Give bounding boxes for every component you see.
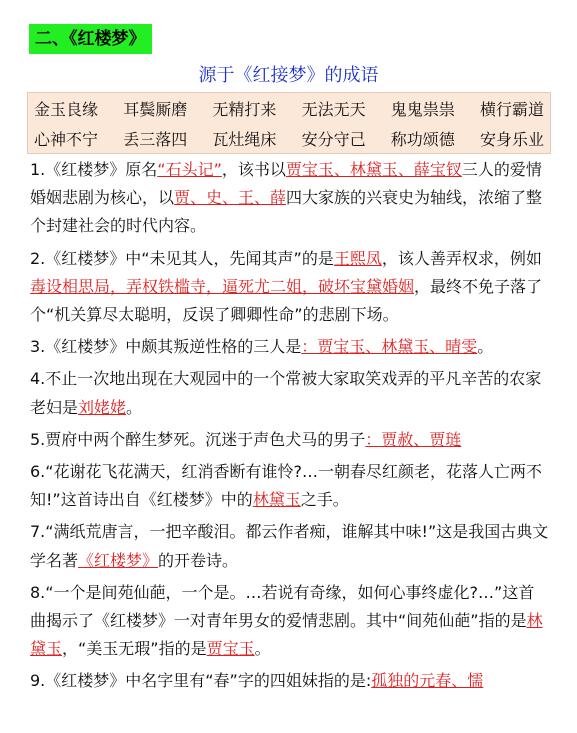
question-text: 6.“花谢花飞花满天，红消香断有谁怜?…一朝春尽红颜老，花落人亡两不知!”这首诗出自《红楼梦》中的 [30, 462, 543, 510]
idiom-row [28, 123, 550, 153]
question-text: 4.不止一次地出现在大观园中的一个常被大家取笑戏弄的平凡辛苦的农家老妇是 [30, 369, 542, 417]
question-text: ，该书以 [221, 160, 286, 179]
question-text: 2.《红楼梦》中“未见其人，先闻其声”的是 [30, 248, 334, 268]
answer-text: 毒设相思局，弄权铁槛寺，逼死尤二姐，破坏宝黛婚姻 [30, 276, 415, 296]
question-text: ，“美玉无瑕”指的是 [62, 639, 207, 659]
question-text: 四大家族的兴衰史为轴线，浓缩了整个封建社会的时代内容。 [30, 188, 543, 236]
question-text: 的开卷诗。 [158, 550, 239, 570]
question-text: 9.《红楼梦》中名字里有“春”字的四姐妹指的是: [30, 671, 372, 691]
question-text: 。 [477, 337, 494, 357]
question-text: 。 [126, 397, 143, 417]
answer-text: 刘姥姥 [78, 397, 127, 417]
question-text: 8.“一个是间苑仙葩，一个是。…若说有奇缘，如何心事终虚化?…”这首曲揭示了《红楼梦》一对青年男女的爱情悲剧。其中“间苑仙葩”指的是 [30, 582, 535, 631]
question-text: 5.贾府中两个醉生梦死。沉迷于声色犬马的男子 [30, 429, 366, 449]
question-text: 。 [254, 639, 271, 659]
answer-text: 王熙凤 [333, 248, 382, 268]
question-item [30, 579, 550, 664]
question-list [30, 156, 550, 700]
question-text: 三人的爱情婚姻悲剧为核心，以 [30, 160, 542, 208]
answer-text: ：贾赦、贾琏 [365, 429, 462, 449]
question-text: 1.《红楼梦》原名 [30, 160, 158, 179]
idiom-table [27, 92, 551, 154]
idiom-row [28, 93, 550, 123]
answer-text: “石头记” [157, 160, 222, 179]
question-item [30, 245, 550, 330]
idiom: 耳鬓厮磨 [123, 99, 188, 119]
question-item [30, 365, 550, 421]
idiom: 鬼鬼祟祟 [390, 99, 455, 119]
question-item [30, 333, 550, 361]
answer-text: 林黛玉 [30, 611, 543, 659]
answer-text: 贾宝玉、林黛玉、薛宝钗 [285, 160, 462, 179]
idiom: 称功颂德 [390, 129, 455, 149]
question-text: ，最终不免子落了个“机关算尽太聪明，反误了卿卿性命”的悲剧下场。 [30, 276, 543, 325]
question-item [30, 458, 550, 514]
question-item [30, 667, 550, 695]
answer-text: 贾宝玉 [206, 639, 255, 659]
question-text: 之手。 [300, 490, 349, 510]
section-heading: 二、《红楼梦》 [29, 24, 152, 54]
answer-text: 《红楼梦》 [78, 550, 159, 570]
idiom: 无精打来 [212, 99, 277, 119]
question-text: 3.《红楼梦》中颇其叛逆性格的三人是 [30, 337, 302, 357]
question-item [30, 518, 550, 574]
answer-text: 孤独的元春、懦 [371, 671, 484, 691]
idiom: 金玉良缘 [34, 99, 99, 119]
idiom: 瓦灶绳床 [212, 129, 277, 149]
answer-text: 贾、史、王、薛 [174, 188, 287, 208]
idiom: 安身乐业 [479, 129, 544, 149]
idiom: 横行霸道 [479, 99, 544, 119]
idiom-section-title: 源于《红接梦》的成语 [198, 65, 379, 86]
question-item [30, 426, 550, 454]
question-text: 7.“满纸荒唐言，一把辛酸泪。都云作者痴，谁解其中味!”这是我国古典文学名著 [30, 522, 549, 570]
answer-text: ：贾宝玉、林黛玉、晴雯 [301, 337, 478, 357]
question-item [30, 156, 550, 241]
idiom: 安分守己 [301, 129, 366, 149]
answer-text: 林黛玉 [252, 490, 301, 510]
idiom: 无法无天 [301, 99, 366, 119]
idiom: 心神不宁 [34, 129, 99, 149]
question-text: ，该人善弄权求，例如 [381, 248, 542, 268]
idiom: 丢三落四 [123, 129, 188, 149]
